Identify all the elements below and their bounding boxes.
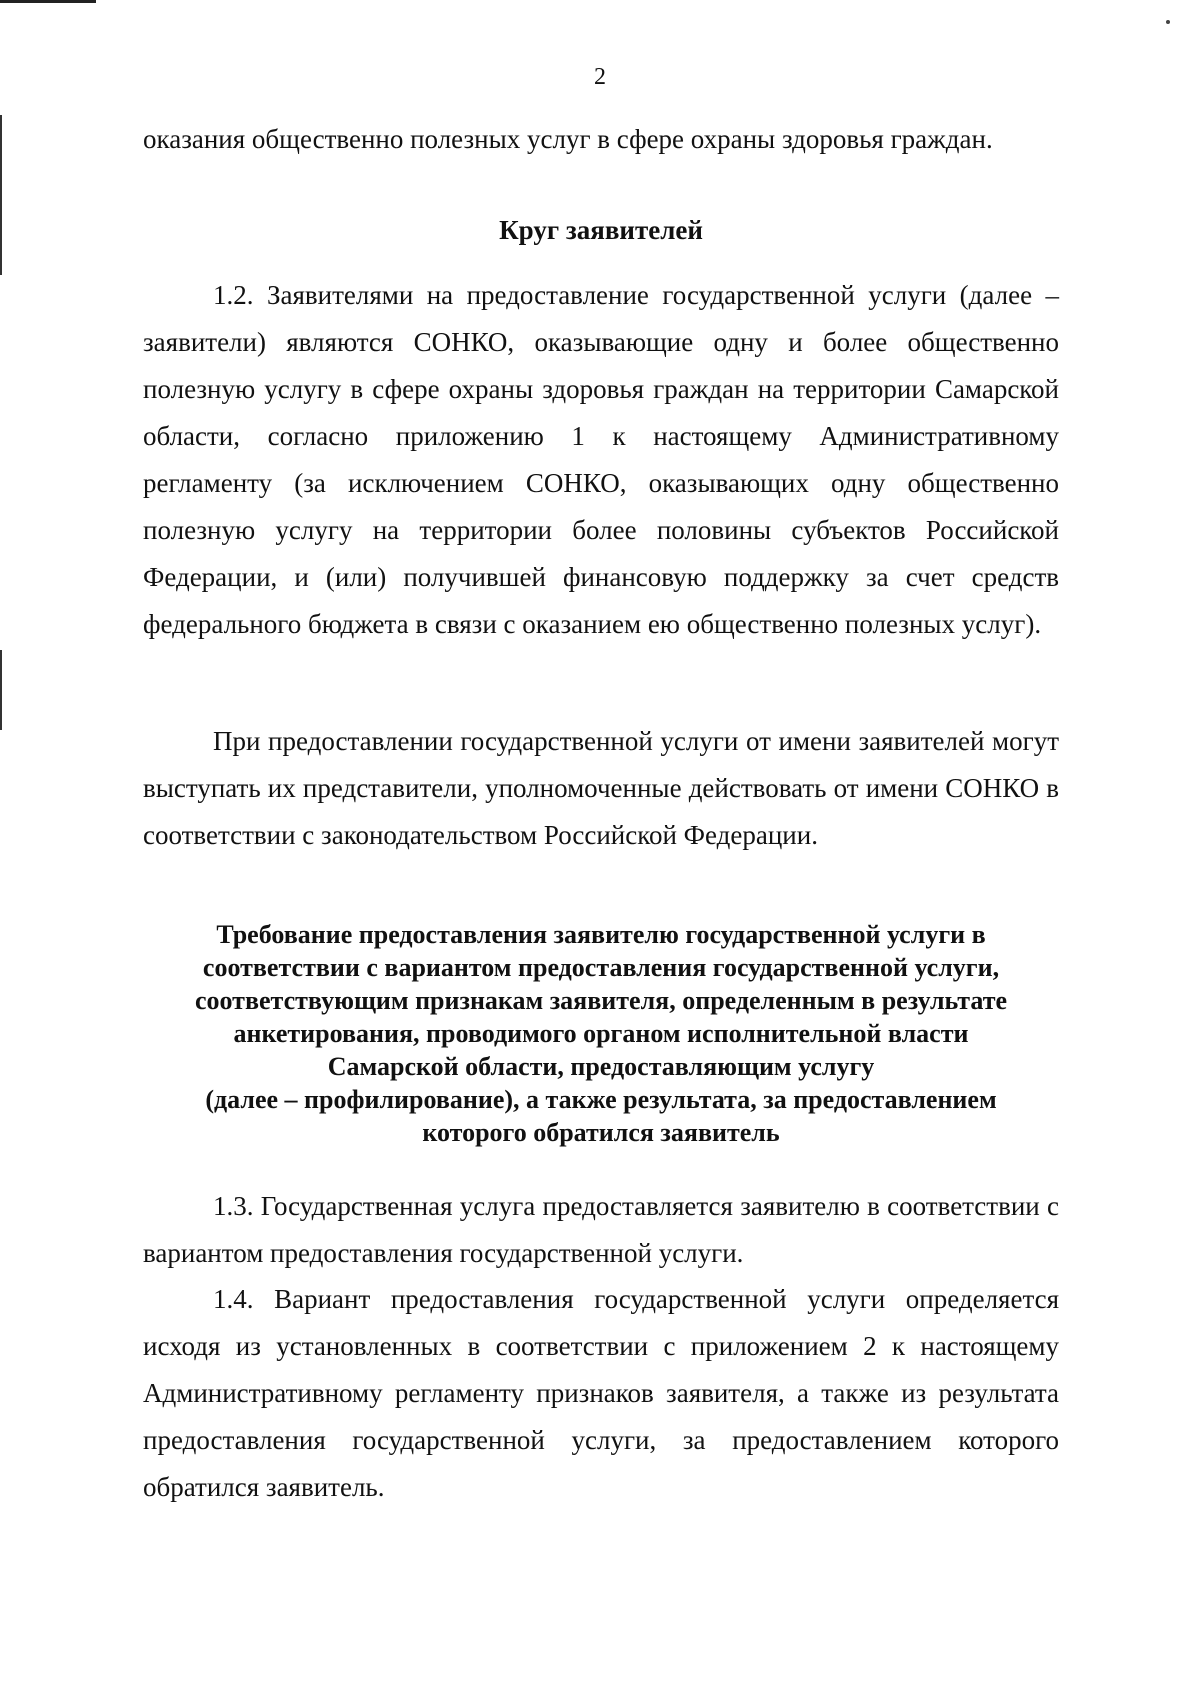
- heading-requirement-line: Самарской области, предоставляющим услугу: [327, 1052, 875, 1081]
- heading-requirement-line: Требование предоставления заявителю государственной услуги в: [216, 920, 986, 949]
- scan-edge-top: [0, 0, 96, 3]
- heading-applicants: Круг заявителей: [499, 215, 703, 245]
- heading-requirement-line: соответствующим признакам заявителя, определенным в результате: [194, 986, 1008, 1015]
- heading-requirement-line: (далее – профилирование), а также результата, за предоставлением: [205, 1085, 997, 1114]
- heading-requirement-line: которого обратился заявитель: [422, 1118, 780, 1147]
- paragraph-1-2: 1.2. Заявителями на предоставление государственной услуги (далее – заявители) являются СОНКО, оказывающие одну и более общественно полезную услугу в сфере охраны здоровья граждан на территории Самарской области, согласно приложению 1 к настоящему Административному регламенту (за исключением СОНКО, оказывающих одну общественно полезную услугу на территории более половины субъектов Российской Федерации, и (или) получившей финансовую поддержку за счет средств федерального бюджета в связи с оказанием ею общественно полезных услуг).: [143, 280, 1059, 639]
- page-number: 2: [594, 64, 606, 90]
- paragraph-1-4: 1.4. Вариант предоставления государственной услуги определяется исходя из установленных в соответствии с приложением 2 к настоящему Административному регламенту признаков заявителя, а также из результата предоставления государственной услуги, за предоставлением которого обратился заявитель.: [143, 1284, 1059, 1502]
- paragraph-1-3: 1.3. Государственная услуга предоставляется заявителю в соответствии с вариантом предоставления государственной услуги.: [143, 1191, 1059, 1268]
- heading-requirement-line: анкетирования, проводимого органом исполнительной власти: [233, 1019, 969, 1048]
- scan-dot: [1166, 20, 1170, 24]
- scan-edge-left-lower: [0, 650, 2, 730]
- heading-requirement-line: соответствии с вариантом предоставления государственной услуги,: [202, 953, 1000, 982]
- heading-requirement: [143, 918, 1059, 1149]
- intro-line: оказания общественно полезных услуг в сфере охраны здоровья граждан.: [143, 124, 993, 154]
- paragraph-representatives: При предоставлении государственной услуги от имени заявителей могут выступать их представители, уполномоченные действовать от имени СОНКО в соответствии с законодательством Российской Федерации.: [143, 726, 1059, 850]
- scan-edge-left-upper: [0, 115, 2, 275]
